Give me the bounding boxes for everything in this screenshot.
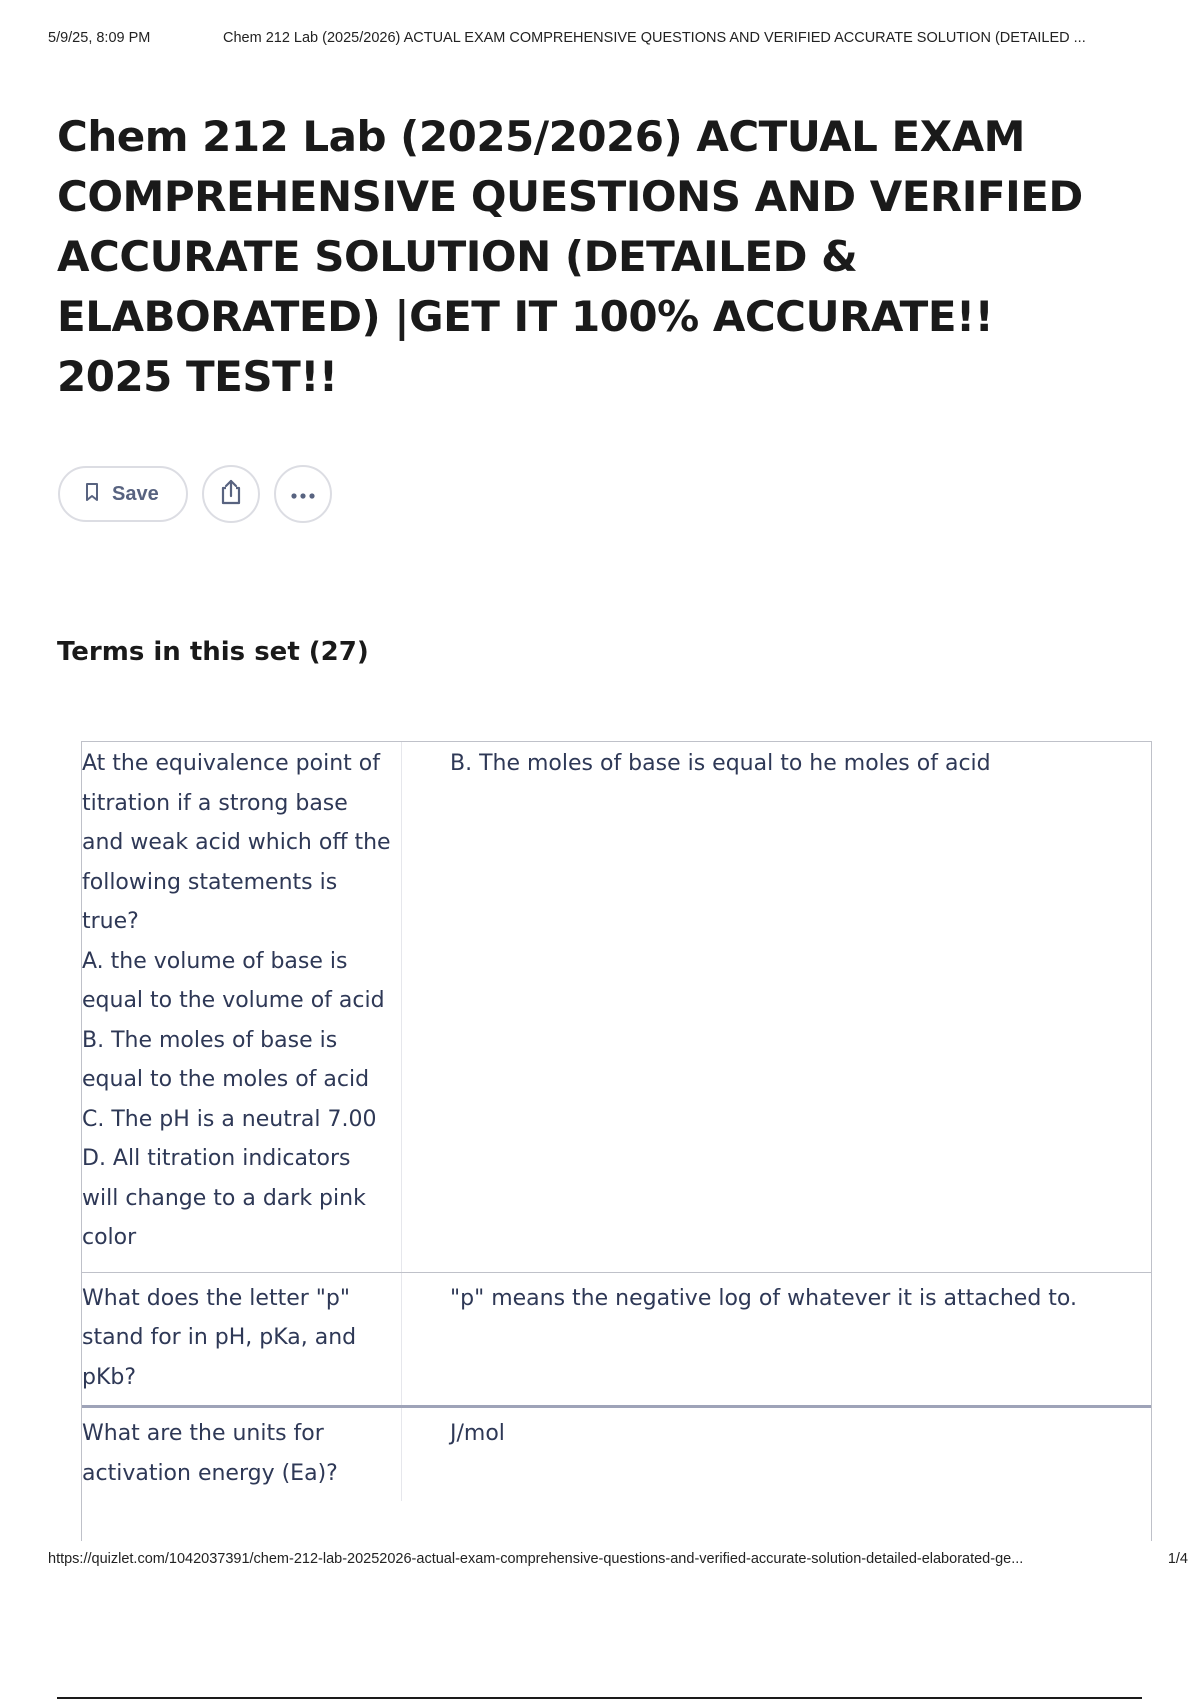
more-options-button[interactable]: [274, 465, 332, 523]
share-icon: [218, 478, 244, 510]
page-title: Chem 212 Lab (2025/2026) ACTUAL EXAM COMPREHENSIVE QUESTIONS AND VERIFIED ACCURATE SOLUTION (DETAILED & ELABORATED) |GET IT 100% ACCURATE!! 2025 TEST!!: [57, 112, 1083, 401]
more-icon: [290, 485, 316, 504]
term-text: What are the units for activation energy (Ea)?: [82, 1408, 402, 1501]
save-button[interactable]: [58, 466, 188, 522]
term-text: At the equivalence point of titration if a strong base and weak acid which off the following statements is true? A. the volume of base is equal to the volume of acid B. The moles of base is equal to the moles of acid C. The pH is a neutral 7.00 D. All titration indicators will change to a dark pink color: [82, 742, 402, 1272]
print-footer: [48, 1551, 1188, 1571]
divider: [57, 1697, 1142, 1699]
print-date: 5/9/25, 8:09 PM: [48, 30, 151, 46]
terms-table: [81, 741, 1152, 1541]
print-doc-title: Chem 212 Lab (2025/2026) ACTUAL EXAM COMPREHENSIVE QUESTIONS AND VERIFIED ACCURATE SOLUTION (DETAILED ...: [223, 30, 1086, 46]
term-row: [82, 1408, 1151, 1501]
definition-text: J/mol: [450, 1421, 505, 1446]
save-label: Save: [112, 482, 159, 505]
print-url: https://quizlet.com/1042037391/chem-212-lab-20252026-actual-exam-comprehensive-questions-and-verified-accurate-solution-detailed-elaborated-ge...: [48, 1551, 1024, 1567]
definition-text: "p" means the negative log of whatever it is attached to.: [450, 1285, 1077, 1311]
print-header: [48, 30, 1178, 50]
term-row: [82, 1273, 1151, 1409]
bookmark-icon: [84, 482, 100, 506]
page-number: 1/4: [1167, 1551, 1188, 1567]
term-text: What does the letter "p" stand for in pH, pKa, and pKb?: [82, 1273, 402, 1406]
share-button[interactable]: [202, 465, 260, 523]
action-bar: [58, 464, 332, 524]
terms-heading: Terms in this set (27): [57, 637, 369, 667]
term-row: [82, 742, 1151, 1273]
definition-text: B. The moles of base is equal to he moles of acid: [450, 751, 991, 776]
